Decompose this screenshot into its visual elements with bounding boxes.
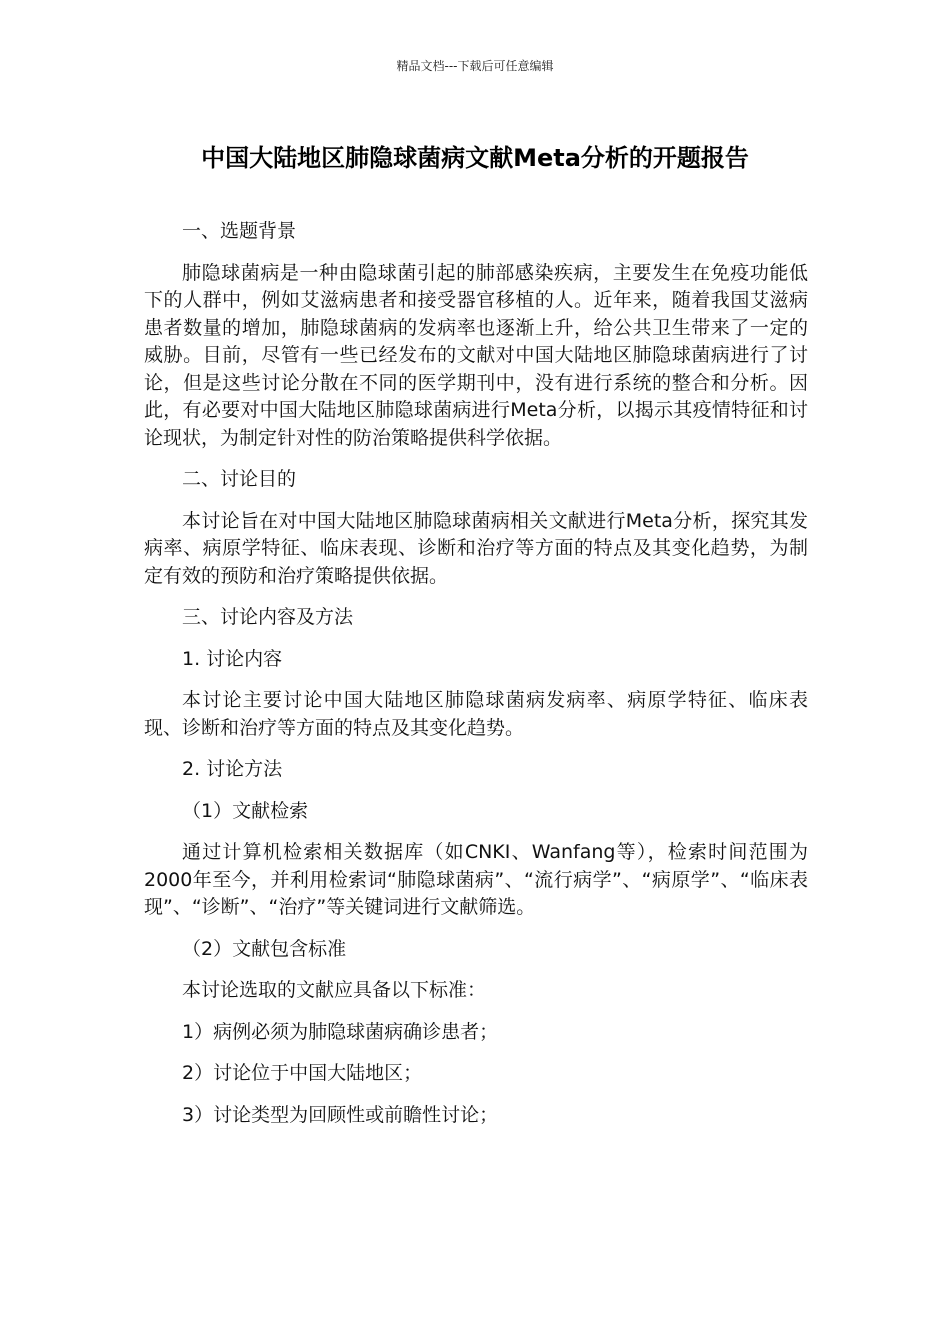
- paragraph-background: 肺隐球菌病是一种由隐球菌引起的肺部感染疾病，主要发生在免疫功能低下的人群中，例如艾滋病患者和接受器官移植的人。近年来，随着我国艾滋病患者数量的增加，肺隐球菌病的发病率也逐渐上升，给公共卫生带来了一定的威胁。目前，尽管有一些已经发布的文献对中国大陆地区肺隐球菌病进行了讨论，但是这些讨论分散在不同的医学期刊中，没有进行系统的整合和分析。因此，有必要对中国大陆地区肺隐球菌病进行Meta分析，以揭示其疫情特征和讨论现状，为制定针对性的防治策略提供科学依据。: [144, 261, 808, 449]
- section-heading-background: 一、选题背景: [182, 220, 297, 242]
- paragraph-literature-search: 通过计算机检索相关数据库（如CNKI、Wanfang等），检索时间范围为2000年至今，并利用检索词“肺隐球菌病”、“流行病学”、“病原学”、“临床表现”、“诊断”、“治疗”等关键词进行文献筛选。: [144, 841, 808, 918]
- section-heading-content-methods: 三、讨论内容及方法: [182, 606, 354, 628]
- criteria-item: 3）讨论类型为回顾性或前瞻性讨论；: [182, 1103, 499, 1126]
- subsection-heading-literature-search: （1）文献检索: [182, 799, 309, 822]
- criteria-item: 2）讨论位于中国大陆地区；: [182, 1062, 423, 1084]
- paragraph-purpose: 本讨论旨在对中国大陆地区肺隐球菌病相关文献进行Meta分析，探究其发病率、病原学特征、临床表现、诊断和治疗等方面的特点及其变化趋势，为制定有效的预防和治疗策略提供依据。: [144, 509, 808, 587]
- paragraph-content: 本讨论主要讨论中国大陆地区肺隐球菌病发病率、病原学特征、临床表现、诊断和治疗等方面的特点及其变化趋势。: [144, 689, 808, 739]
- section-heading-purpose: 二、讨论目的: [182, 468, 297, 490]
- subsection-heading-content: 1. 讨论内容: [182, 647, 283, 670]
- document-body: [144, 218, 808, 1143]
- page-header: 精品文档---下载后可任意编辑: [396, 59, 554, 73]
- paragraph-inclusion-intro: 本讨论选取的文献应具备以下标准：: [182, 979, 487, 1001]
- document-title: 中国大陆地区肺隐球菌病文献Meta分析的开题报告: [201, 144, 749, 172]
- criteria-item: 1）病例必须为肺隐球菌病确诊患者；: [182, 1020, 499, 1043]
- subsection-heading-methods: 2. 讨论方法: [182, 758, 283, 780]
- subsection-heading-inclusion-criteria: （2）文献包含标准: [182, 937, 347, 960]
